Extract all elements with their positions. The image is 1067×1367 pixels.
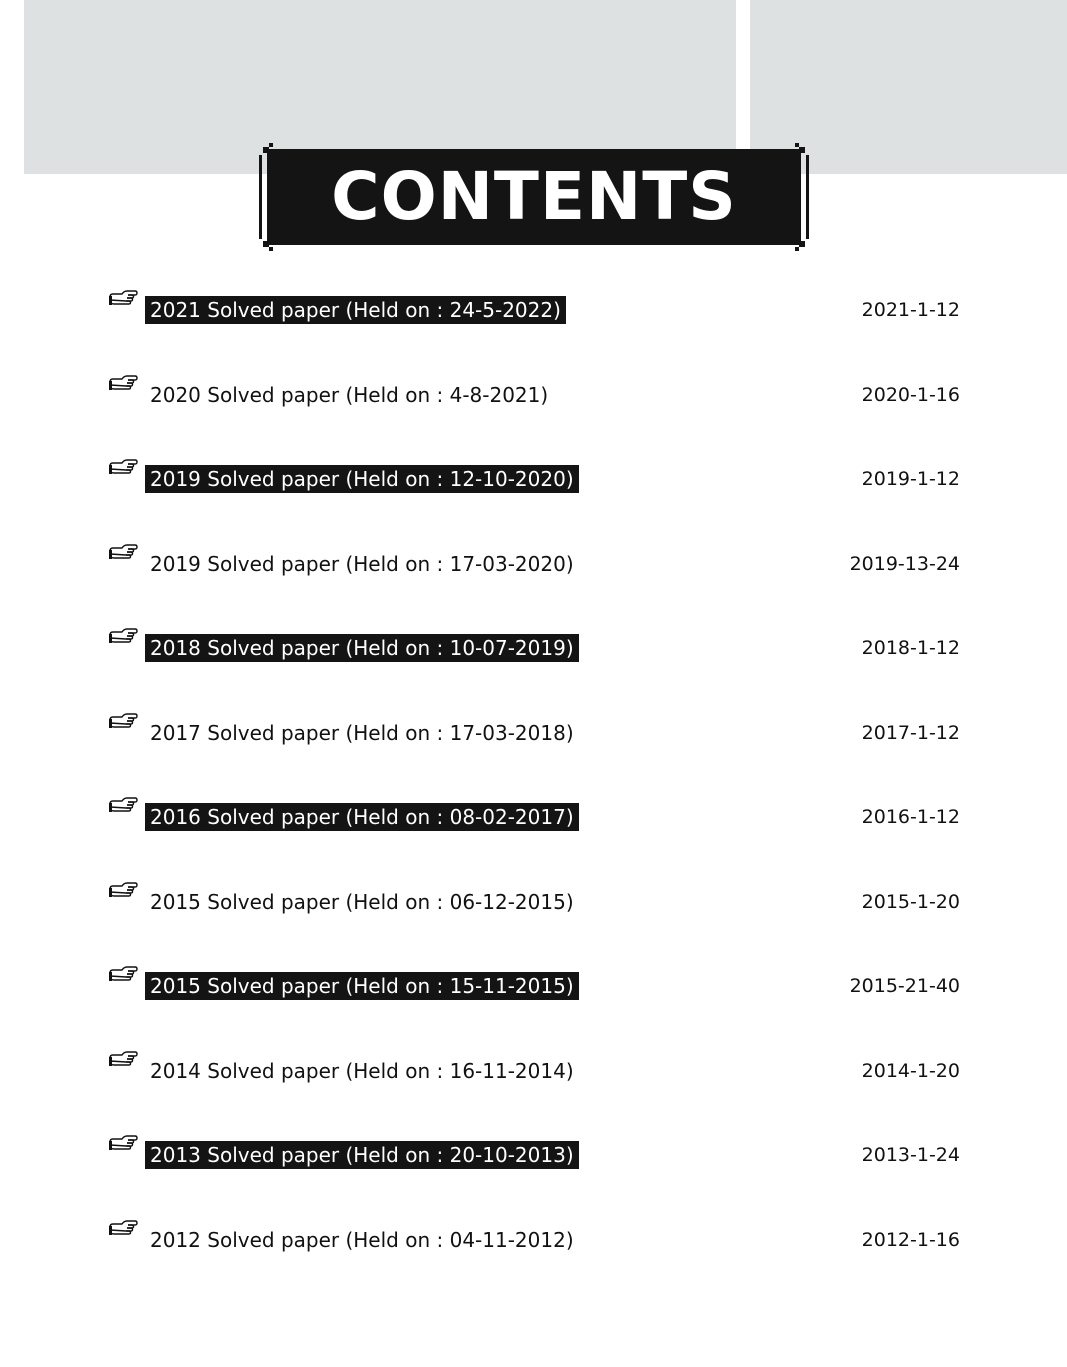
toc-entry-label: 2013 Solved paper (Held on : 20-10-2013) [145,1141,579,1169]
toc-entry-label: 2019 Solved paper (Held on : 12-10-2020) [145,465,579,493]
pointing-hand-icon [108,711,138,731]
toc-entry-label: 2019 Solved paper (Held on : 17-03-2020) [150,551,574,576]
pointing-hand-icon [108,288,138,308]
toc-entry [108,1057,960,1093]
page-title: CONTENTS [331,158,737,235]
pointing-hand-icon [108,1133,138,1153]
toc-entry [108,1226,960,1262]
toc-entry [108,550,960,586]
toc-entry-label: 2020 Solved paper (Held on : 4-8-2021) [150,382,549,407]
toc-entry-pages: 2018-1-12 [861,637,960,659]
toc-entry-label: 2016 Solved paper (Held on : 08-02-2017) [145,803,579,831]
toc-entry [108,296,960,332]
toc-entry [108,381,960,417]
toc-entry-label: 2017 Solved paper (Held on : 17-03-2018) [150,720,574,745]
pointing-hand-icon [108,373,138,393]
pointing-hand-icon [108,795,138,815]
toc-entry-pages: 2020-1-16 [861,383,960,406]
toc-entry-pages: 2012-1-16 [861,1228,960,1251]
toc-entry [108,634,960,670]
toc-entry-label: 2018 Solved paper (Held on : 10-07-2019) [145,634,579,662]
toc-entry [108,465,960,501]
toc-entry-label: 2015 Solved paper (Held on : 15-11-2015) [145,972,579,1000]
toc-entry [108,972,960,1008]
toc-entry-label: 2015 Solved paper (Held on : 06-12-2015) [150,889,574,914]
pointing-hand-icon [108,1049,138,1069]
toc-entry [108,803,960,839]
pointing-hand-icon [108,542,138,562]
toc-entry-pages: 2015-1-20 [861,890,960,913]
toc-entry-pages: 2019-13-24 [849,552,960,575]
pointing-hand-icon [108,457,138,477]
toc-entry-pages: 2019-1-12 [861,468,960,490]
toc-entry-pages: 2016-1-12 [861,806,960,828]
toc-entry-pages: 2014-1-20 [861,1059,960,1082]
toc-entry [108,1141,960,1177]
toc-entry-pages: 2021-1-12 [861,299,960,321]
toc-entry-pages: 2015-21-40 [849,975,960,997]
pointing-hand-icon [108,1218,138,1238]
toc-entry [108,719,960,755]
toc-entry-label: 2012 Solved paper (Held on : 04-11-2012) [150,1227,574,1252]
pointing-hand-icon [108,626,138,646]
pointing-hand-icon [108,964,138,984]
toc-entry-label: 2014 Solved paper (Held on : 16-11-2014) [150,1058,574,1083]
toc-entry-pages: 2017-1-12 [861,721,960,744]
pointing-hand-icon [108,880,138,900]
toc-entry-label: 2021 Solved paper (Held on : 24-5-2022) [145,296,566,324]
toc-entry-pages: 2013-1-24 [861,1144,960,1166]
title-plate [259,143,809,251]
toc-entry [108,888,960,924]
